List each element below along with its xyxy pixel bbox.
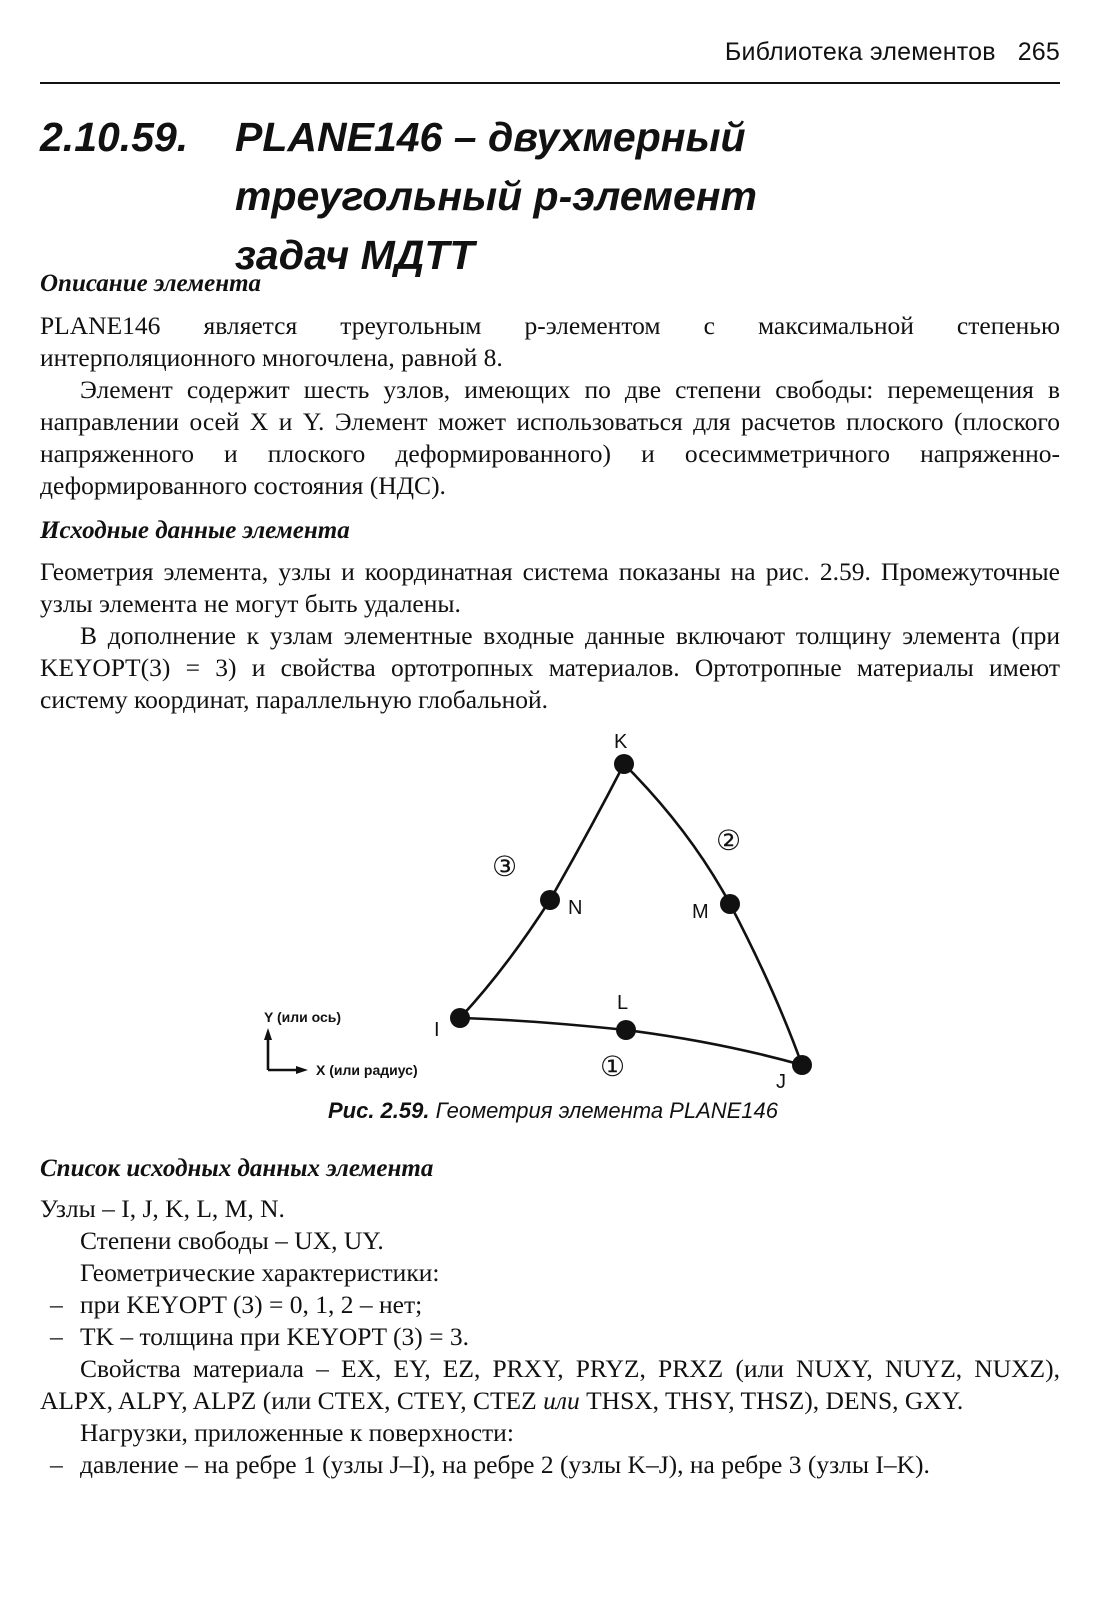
label-j: J	[776, 1071, 786, 1093]
axis-y-arrow	[264, 1028, 272, 1040]
list-material	[40, 1353, 1060, 1417]
input-list	[40, 1193, 1060, 1481]
title-line-1: PLANE146 – двухмерный	[235, 114, 746, 160]
node-n	[540, 890, 560, 910]
material-or: или	[543, 1386, 580, 1415]
caption-text: Геометрия элемента PLANE146	[435, 1098, 779, 1123]
axis-x-label: X (или радиус)	[316, 1062, 418, 1078]
dash-bullet: –	[50, 1450, 63, 1479]
material-text-a: Свойства материала – EX, EY, EZ, PRXY, PRYZ, PRXZ (или NUXY, NUYZ, NUXZ), ALPX, ALPY, ALPZ (или CTEX, CTEY, CTEZ	[40, 1354, 1060, 1415]
axis-x-arrow	[296, 1066, 308, 1074]
node-j	[792, 1055, 812, 1075]
face-label-1: ①	[600, 1051, 626, 1082]
edge-3	[460, 764, 624, 1018]
title-line-2: треугольный p-элемент	[235, 173, 757, 219]
list-geometry: Геометрические характеристики:	[80, 1258, 440, 1287]
section-title	[40, 108, 1060, 285]
label-l: L	[617, 992, 629, 1014]
geometry-item-2-text: TK – толщина при KEYOPT (3) = 3.	[80, 1322, 469, 1351]
description-paragraph-1: PLANE146 является треугольным p-элементом с максимальной степенью интерполяционного многочлена, равной 8.	[40, 311, 1060, 372]
input-paragraph-1: Геометрия элемента, узлы и координатная система показаны на рис. 2.59. Промежуточные узлы элемента не могут быть удалены.	[40, 557, 1060, 618]
label-n: N	[568, 897, 583, 919]
input-heading: Исходные данные элемента	[40, 517, 350, 544]
node-m	[720, 894, 740, 914]
label-i: I	[434, 1019, 440, 1041]
edge-2	[624, 764, 802, 1065]
input-text	[40, 556, 1060, 716]
list-heading: Список исходных данных элемента	[40, 1155, 434, 1182]
face-label-2: ②	[716, 825, 742, 856]
material-text-b: THSX, THSY, THSZ), DENS, GXY.	[579, 1386, 964, 1415]
description-paragraph-2: Элемент содержит шесть узлов, имеющих по две степени свободы: перемещения в направлении осей X и Y. Элемент может использоваться для расчетов плоского (плоского напряженного и плоского деформированного) и осесимметричного напряженно-деформированного состояния (НДС).	[40, 375, 1060, 500]
list-dof: Степени свободы – UX, UY.	[80, 1226, 384, 1255]
geometry-item-1-text: при KEYOPT (3) = 0, 1, 2 – нет;	[80, 1290, 423, 1319]
face-label-3: ③	[492, 851, 518, 882]
label-k: K	[614, 731, 628, 753]
dash-bullet: –	[50, 1290, 63, 1319]
list-load-item-1	[40, 1449, 1060, 1481]
dash-bullet: –	[50, 1322, 63, 1351]
input-paragraph-2: В дополнение к узлам элементные входные данные включают толщину элемента (при KEYOPT(3) = 3) и свойства ортотропных материалов. Ортотропные материалы имеют систему координат, параллельную глобальной.	[40, 621, 1060, 714]
running-title: Библиотека элементов	[724, 38, 996, 66]
list-geometry-item-2	[40, 1321, 1060, 1353]
list-nodes: Узлы – I, J, K, L, M, N.	[40, 1194, 285, 1223]
figure-caption	[0, 1098, 1106, 1124]
list-geometry-item-1	[40, 1289, 1060, 1321]
description-heading: Описание элемента	[40, 270, 262, 297]
running-header	[40, 38, 1060, 67]
load-item-1-text: давление – на ребре 1 (узлы J–I), на ребре 2 (узлы K–J), на ребре 3 (узлы I–K).	[80, 1450, 930, 1479]
description-text	[40, 310, 1060, 502]
caption-label: Рис. 2.59.	[327, 1098, 430, 1123]
title-line-3: задач МДТТ	[235, 232, 475, 278]
label-m: M	[692, 901, 709, 923]
list-loads: Нагрузки, приложенные к поверхности:	[80, 1418, 514, 1447]
axis-y-label: Y (или ось)	[264, 1009, 342, 1025]
node-i	[450, 1008, 470, 1028]
node-k	[614, 754, 634, 774]
header-rule	[40, 82, 1060, 84]
node-l	[616, 1020, 636, 1040]
section-number: 2.10.59.	[40, 114, 189, 160]
element-geometry-figure	[250, 730, 850, 1110]
page-number: 265	[1017, 38, 1060, 66]
